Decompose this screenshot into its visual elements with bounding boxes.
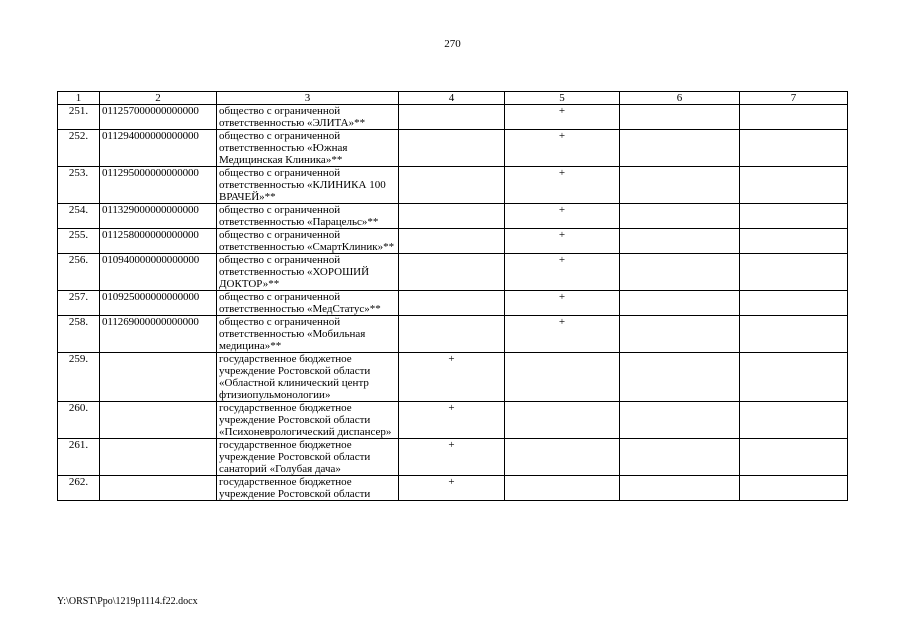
registry-code: [100, 439, 217, 476]
column-4-mark: +: [399, 353, 505, 402]
organization-name: государственное бюджетное учреждение Ростовской области «Областной клинический центр фтизиопульмонологии»: [217, 353, 399, 402]
column-4-mark: [399, 130, 505, 167]
column-7-mark: [740, 130, 848, 167]
column-header: 5: [505, 92, 620, 105]
table-body: [58, 105, 848, 501]
organization-name: общество с ограниченной ответственностью «КЛИНИКА 100 ВРАЧЕЙ»**: [217, 167, 399, 204]
column-7-mark: [740, 291, 848, 316]
row-number: 251.: [58, 105, 100, 130]
registry-code: 011294000000000000: [100, 130, 217, 167]
registry-code: [100, 402, 217, 439]
column-7-mark: [740, 316, 848, 353]
column-4-mark: [399, 254, 505, 291]
row-number: 257.: [58, 291, 100, 316]
file-path-footer: Y:\ORST\Ppo\1219p1114.f22.docx: [57, 596, 198, 607]
column-header: 2: [100, 92, 217, 105]
organization-name: общество с ограниченной ответственностью «Мобильная медицина»**: [217, 316, 399, 353]
column-4-mark: +: [399, 402, 505, 439]
column-5-mark: +: [505, 254, 620, 291]
table-row: [58, 130, 848, 167]
column-header: 1: [58, 92, 100, 105]
organization-name: общество с ограниченной ответственностью «СмартКлиник»**: [217, 229, 399, 254]
registry-code: 011295000000000000: [100, 167, 217, 204]
registry-code: 010925000000000000: [100, 291, 217, 316]
column-5-mark: +: [505, 105, 620, 130]
column-6-mark: [620, 353, 740, 402]
table-row: [58, 316, 848, 353]
column-4-mark: [399, 167, 505, 204]
row-number: 252.: [58, 130, 100, 167]
table-row: [58, 476, 848, 501]
column-7-mark: [740, 402, 848, 439]
table-row: [58, 402, 848, 439]
organization-name: государственное бюджетное учреждение Ростовской области санаторий «Голубая дача»: [217, 439, 399, 476]
organization-name: общество с ограниченной ответственностью «Парацельс»**: [217, 204, 399, 229]
column-5-mark: [505, 476, 620, 501]
column-4-mark: +: [399, 439, 505, 476]
registry-code: [100, 353, 217, 402]
column-7-mark: [740, 167, 848, 204]
organization-name: общество с ограниченной ответственностью «МедСтатус»**: [217, 291, 399, 316]
column-5-mark: +: [505, 229, 620, 254]
organizations-table: [57, 91, 848, 501]
organization-name: государственное бюджетное учреждение Ростовской области: [217, 476, 399, 501]
column-5-mark: +: [505, 167, 620, 204]
header-row: [58, 92, 848, 105]
column-5-mark: +: [505, 316, 620, 353]
column-6-mark: [620, 229, 740, 254]
table-row: [58, 105, 848, 130]
column-6-mark: [620, 439, 740, 476]
column-4-mark: [399, 291, 505, 316]
table-row: [58, 254, 848, 291]
registry-code: 010940000000000000: [100, 254, 217, 291]
column-header: 7: [740, 92, 848, 105]
table-row: [58, 353, 848, 402]
column-6-mark: [620, 402, 740, 439]
table-row: [58, 229, 848, 254]
column-7-mark: [740, 476, 848, 501]
column-6-mark: [620, 204, 740, 229]
table-row: [58, 439, 848, 476]
column-4-mark: [399, 316, 505, 353]
column-7-mark: [740, 353, 848, 402]
column-7-mark: [740, 105, 848, 130]
registry-code: [100, 476, 217, 501]
column-4-mark: [399, 229, 505, 254]
column-6-mark: [620, 167, 740, 204]
page-number: 270: [444, 38, 461, 50]
column-7-mark: [740, 204, 848, 229]
column-6-mark: [620, 476, 740, 501]
column-5-mark: +: [505, 204, 620, 229]
organization-name: общество с ограниченной ответственностью «ЭЛИТА»**: [217, 105, 399, 130]
row-number: 256.: [58, 254, 100, 291]
row-number: 261.: [58, 439, 100, 476]
column-6-mark: [620, 291, 740, 316]
column-4-mark: [399, 204, 505, 229]
column-7-mark: [740, 439, 848, 476]
registry-code: 011269000000000000: [100, 316, 217, 353]
column-5-mark: [505, 439, 620, 476]
row-number: 255.: [58, 229, 100, 254]
column-header: 6: [620, 92, 740, 105]
column-7-mark: [740, 229, 848, 254]
column-header: 3: [217, 92, 399, 105]
column-5-mark: +: [505, 291, 620, 316]
organization-name: общество с ограниченной ответственностью «ХОРОШИЙ ДОКТОР»**: [217, 254, 399, 291]
column-4-mark: +: [399, 476, 505, 501]
registry-code: 011258000000000000: [100, 229, 217, 254]
table-row: [58, 291, 848, 316]
column-5-mark: +: [505, 130, 620, 167]
organization-name: общество с ограниченной ответственностью «Южная Медицинская Клиника»**: [217, 130, 399, 167]
column-7-mark: [740, 254, 848, 291]
column-6-mark: [620, 254, 740, 291]
column-header: 4: [399, 92, 505, 105]
row-number: 258.: [58, 316, 100, 353]
column-6-mark: [620, 316, 740, 353]
row-number: 260.: [58, 402, 100, 439]
column-6-mark: [620, 130, 740, 167]
row-number: 253.: [58, 167, 100, 204]
column-5-mark: [505, 402, 620, 439]
table-row: [58, 167, 848, 204]
column-4-mark: [399, 105, 505, 130]
column-5-mark: [505, 353, 620, 402]
row-number: 259.: [58, 353, 100, 402]
organization-name: государственное бюджетное учреждение Ростовской области «Психоневрологический диспансер»: [217, 402, 399, 439]
table-row: [58, 204, 848, 229]
row-number: 254.: [58, 204, 100, 229]
row-number: 262.: [58, 476, 100, 501]
registry-code: 011257000000000000: [100, 105, 217, 130]
column-6-mark: [620, 105, 740, 130]
registry-code: 011329000000000000: [100, 204, 217, 229]
